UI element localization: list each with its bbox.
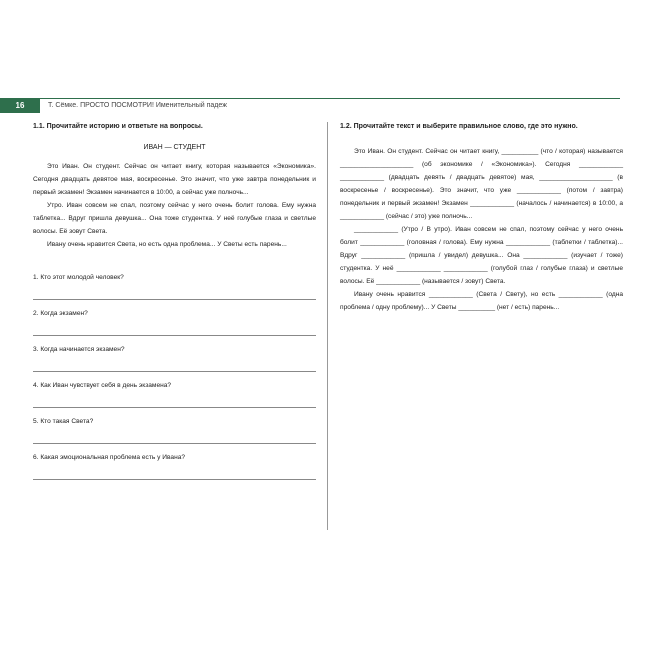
header-rule	[0, 98, 620, 99]
exercise-paragraph: ____________ (Утро / В утро). Иван совсем не спал, поэтому сейчас у него очень болит ____________ (головная / голова). Ему нужна ____________ (таблетки / таблетка)... Вдруг ____________ (пришла / увидел) девушка... Она ____________ (изучает / тоже) студентка. У неё ____________ ____________ (голубой глаз / голубые глаза) и светлые волосы. Её ____________ (называется / зовут) Света.	[340, 226, 623, 285]
answer-line-3[interactable]	[33, 361, 316, 372]
story-paragraph: Ивану очень нравится Света, но есть одна проблема... У Светы есть парень...	[47, 241, 287, 248]
exercise-paragraph: Ивану очень нравится ____________ (Света / Свету), но есть ____________ (одна проблема / одну проблему)... У Светы __________ (нет / есть) парень...	[340, 291, 623, 311]
page-number: 16	[0, 99, 40, 113]
right-column	[340, 120, 623, 314]
question-5: 5. Кто такая Света?	[33, 418, 94, 425]
story-paragraph: Это Иван. Он студент. Сейчас он читает книгу, которая называется «Экономика». Сегодня двадцать девятое мая, воскресенье. Это значит, что уже завтра понедельник и первый экзамен! Экзамен начинается в 10:00, а сейчас уже полночь...	[33, 163, 316, 196]
question-3: 3. Когда начинается экзамен?	[33, 346, 125, 353]
question-2: 2. Когда экзамен?	[33, 310, 88, 317]
answer-line-5[interactable]	[33, 433, 316, 444]
left-column	[33, 120, 316, 489]
story-paragraph: Утро. Иван совсем не спал, поэтому сейчас у него очень болит голова. Ему нужна таблетка... Вдруг пришла девушка... Она тоже студентка. У неё голубые глаза и светлые волосы. Её зовут Света.	[33, 202, 316, 235]
question-6: 6. Какая эмоциональная проблема есть у Ивана?	[33, 454, 186, 461]
question-1: 1. Кто этот молодой человек?	[33, 274, 124, 281]
answer-line-2[interactable]	[33, 325, 316, 336]
answer-line-4[interactable]	[33, 397, 316, 408]
column-divider	[327, 122, 328, 530]
running-head: Т. Сёмке. ПРОСТО ПОСМОТРИ! Именительный падеж	[48, 102, 227, 109]
story-title: ИВАН — СТУДЕНТ	[143, 144, 206, 151]
questions-list	[33, 273, 316, 480]
answer-line-1[interactable]	[33, 289, 316, 300]
exercise-paragraph: Это Иван. Он студент. Сейчас он читает книгу, __________ (что / которая) называется ____________________ (об экономике / «Экономика»). Сегодня ____________ ____________ (двадцать девять / двадцать девятое) мая, ____________________ (в воскресенье / воскресенье). Это значит, что уже ____________ (потом / завтра) понедельник и первый экзамен! Экзамен ____________ (началось / начинается) в 10:00, а ____________ (сейчас / это) уже полночь...	[340, 148, 623, 220]
exercise-1-2-title: 1.2. Прочитайте текст и выберите правильное слово, где это нужно.	[340, 123, 578, 130]
exercise-1-1-title: 1.1. Прочитайте историю и ответьте на вопросы.	[33, 123, 203, 130]
answer-line-6[interactable]	[33, 469, 316, 480]
question-4: 4. Как Иван чувствует себя в день экзамена?	[33, 382, 172, 389]
